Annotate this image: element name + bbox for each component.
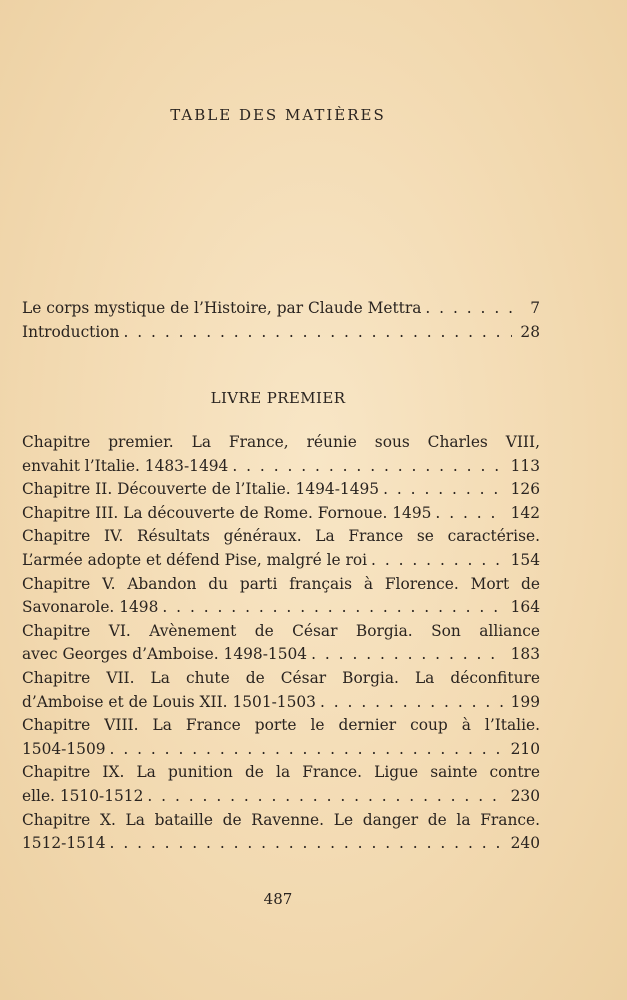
- entry-page-number: 164: [510, 598, 540, 617]
- front-matter-list: [22, 297, 540, 344]
- dot-leader: [311, 643, 505, 667]
- entry-title: Introduction: [22, 322, 120, 341]
- entry-last-line: [22, 596, 540, 620]
- entry-page-number: 154: [510, 550, 540, 569]
- entry-last-line: [22, 785, 540, 809]
- entry-page-number: 113: [510, 456, 540, 475]
- dot-leader: [147, 785, 504, 809]
- entry-last-line: [22, 643, 540, 667]
- entry-page-number: 240: [510, 834, 540, 853]
- dot-leader: [320, 691, 505, 715]
- entry-title: Chapitre II. Découverte de l’Italie. 1494-1495: [22, 480, 380, 499]
- toc-entry-chapter-8: [22, 714, 540, 761]
- entry-page-number: 230: [510, 786, 540, 805]
- entry-title-line: Chapitre V. Abandon du parti français à Florence. Mort de: [22, 574, 540, 593]
- toc-entry: [22, 321, 540, 345]
- entry-last-line: [22, 691, 540, 715]
- book-heading: LIVRE PREMIER: [210, 389, 346, 407]
- toc-entry-chapter-3: [22, 502, 540, 526]
- toc-entry-chapter-6: [22, 620, 540, 667]
- dot-leader: [123, 321, 512, 345]
- entry-title: Le corps mystique de l’Histoire, par Claude Mettra: [22, 299, 422, 317]
- toc-entry-chapter-7: [22, 667, 540, 714]
- toc-entry-chapter-4: [22, 525, 540, 572]
- entry-page-number: 126: [510, 480, 540, 499]
- chapter-list: [22, 431, 540, 856]
- entry-title-end: L’armée adopte et défend Pise, malgré le roi: [22, 550, 368, 569]
- toc-entry-chapter-9: [22, 761, 540, 808]
- dot-leader: [383, 478, 505, 502]
- dot-leader: [232, 455, 504, 479]
- entry-title-line: Chapitre premier. La France, réunie sous Charles VIII,: [22, 433, 540, 451]
- entry-title-end: envahit l’Italie. 1483-1494: [22, 456, 229, 475]
- entry-last-line: [22, 455, 540, 479]
- entry-title-line: Chapitre VIII. La France porte le dernier coup à l’Italie.: [22, 716, 540, 735]
- entry-title-line: Chapitre VI. Avènement de César Borgia. Son alliance: [22, 621, 540, 640]
- toc-entry-chapter-1: [22, 431, 540, 478]
- page-number: 487: [263, 890, 293, 908]
- entry-title-end: 1512-1514: [22, 834, 106, 853]
- toc-entry-chapter-10: [22, 809, 540, 856]
- entry-page-number: 142: [510, 503, 540, 522]
- entry-page-number: 28: [520, 322, 540, 341]
- entry-title-line: Chapitre IV. Résultats généraux. La France se caractérise.: [22, 527, 540, 546]
- page-title: TABLE DES MATIÈRES: [170, 106, 386, 124]
- dot-leader: [110, 832, 505, 856]
- entry-page-number: 7: [530, 299, 540, 317]
- entry-title-end: Savonarole. 1498: [22, 598, 159, 617]
- entry-title-end: avec Georges d’Amboise. 1498-1504: [22, 645, 308, 664]
- entry-title-line: Chapitre IX. La punition de la France. Ligue sainte contre: [22, 763, 540, 782]
- dot-leader: [110, 738, 505, 762]
- entry-last-line: [22, 502, 540, 526]
- dot-leader: [371, 549, 505, 573]
- entry-last-line: [22, 478, 540, 502]
- dot-leader: [435, 502, 504, 526]
- entry-page-number: 183: [510, 645, 540, 664]
- entry-title: Chapitre III. La découverte de Rome. Fornoue. 1495: [22, 503, 432, 522]
- entry-title-end: elle. 1510-1512: [22, 786, 144, 805]
- dot-leader: [425, 297, 512, 321]
- entry-last-line: [22, 738, 540, 762]
- toc-entry-chapter-5: [22, 573, 540, 620]
- entry-page-number: 210: [510, 739, 540, 758]
- entry-title-end: d’Amboise et de Louis XII. 1501-1503: [22, 692, 316, 711]
- entry-page-number: 199: [510, 692, 540, 711]
- entry-title-end: 1504-1509: [22, 739, 106, 758]
- entry-last-line: [22, 549, 540, 573]
- toc-entry: [22, 297, 540, 321]
- entry-last-line: [22, 832, 540, 856]
- entry-title-line: Chapitre X. La bataille de Ravenne. Le danger de la France.: [22, 810, 540, 829]
- dot-leader: [162, 596, 504, 620]
- toc-entry-chapter-2: [22, 478, 540, 502]
- entry-title-line: Chapitre VII. La chute de César Borgia. La déconfiture: [22, 668, 540, 687]
